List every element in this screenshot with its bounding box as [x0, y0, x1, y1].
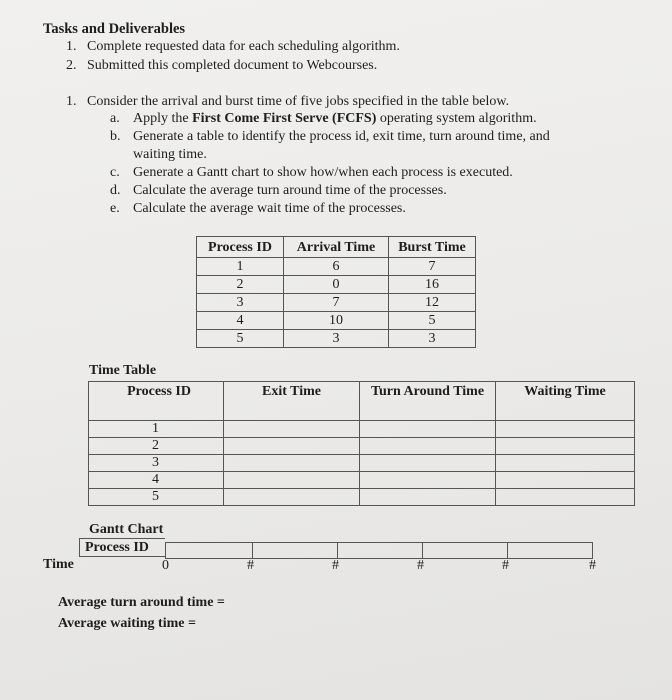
process-id-cell: 3 [89, 455, 224, 472]
gantt-process-id-label: Process ID [79, 538, 165, 557]
algorithm-name: First Come First Serve (FCFS) [192, 111, 377, 126]
subitem-b [110, 129, 550, 162]
gantt-divider [337, 543, 338, 558]
waiting-time-cell[interactable] [496, 438, 635, 455]
gantt-tick: # [247, 558, 254, 573]
table-row [197, 258, 476, 276]
table-row [89, 489, 635, 506]
gantt-tick: # [417, 558, 424, 573]
task-text: Complete requested data for each scheduling algorithm. [87, 39, 400, 54]
column-header: Process ID [197, 237, 284, 258]
subitem-c [110, 165, 513, 181]
jobs-table [196, 236, 476, 348]
table-row [89, 421, 635, 438]
burst-time-cell: 7 [389, 258, 476, 276]
time-table-label: Time Table [89, 363, 157, 378]
table-row [197, 330, 476, 348]
page-title: Tasks and Deliverables [43, 21, 186, 37]
process-id-cell: 2 [197, 276, 284, 294]
table-row [197, 294, 476, 312]
column-header: Turn Around Time [360, 382, 496, 421]
subitem-letter: b. [110, 129, 121, 144]
time-table [88, 381, 635, 506]
subitem-letter: d. [110, 183, 121, 198]
arrival-time-cell: 10 [284, 312, 389, 330]
arrival-time-cell: 3 [284, 330, 389, 348]
task-number: 2. [66, 58, 77, 73]
table-row [89, 438, 635, 455]
table-row [197, 276, 476, 294]
turnaround-time-cell[interactable] [360, 472, 496, 489]
gantt-divider [507, 543, 508, 558]
process-id-cell: 1 [89, 421, 224, 438]
turnaround-time-cell[interactable] [360, 489, 496, 506]
column-header: Process ID [89, 382, 224, 421]
arrival-time-cell: 0 [284, 276, 389, 294]
column-header: Arrival Time [284, 237, 389, 258]
subitem-text: Generate a Gantt chart to show how/when each process is executed. [133, 165, 513, 180]
burst-time-cell: 5 [389, 312, 476, 330]
average-turnaround-label: Average turn around time = [58, 595, 225, 610]
subitem-text: waiting time. [133, 147, 207, 162]
subitem-d [110, 183, 447, 199]
waiting-time-cell[interactable] [496, 455, 635, 472]
turnaround-time-cell[interactable] [360, 438, 496, 455]
subitem-a [110, 111, 537, 127]
task-item-1 [66, 39, 400, 55]
process-id-cell: 4 [197, 312, 284, 330]
process-id-cell: 5 [89, 489, 224, 506]
subitem-text: Apply the [133, 111, 193, 126]
task-number: 1. [66, 39, 77, 54]
average-waiting-label: Average waiting time = [58, 616, 196, 631]
subitem-text: operating system algorithm. [376, 111, 537, 126]
column-header: Waiting Time [496, 382, 635, 421]
process-id-cell: 4 [89, 472, 224, 489]
subitem-text: Calculate the average wait time of the processes. [133, 201, 406, 216]
burst-time-cell: 16 [389, 276, 476, 294]
exit-time-cell[interactable] [224, 489, 360, 506]
exit-time-cell[interactable] [224, 438, 360, 455]
subitem-e [110, 201, 406, 217]
turnaround-time-cell[interactable] [360, 421, 496, 438]
question-text: Consider the arrival and burst time of five jobs specified in the table below. [87, 94, 510, 109]
waiting-time-cell[interactable] [496, 472, 635, 489]
gantt-time-label: Time [43, 557, 74, 572]
gantt-bar[interactable] [165, 542, 593, 559]
process-id-cell: 3 [197, 294, 284, 312]
gantt-tick: # [502, 558, 509, 573]
gantt-tick: # [589, 558, 596, 573]
gantt-tick: # [332, 558, 339, 573]
subitem-letter: e. [110, 201, 120, 216]
subitem-text: Generate a table to identify the process id, exit time, turn around time, and [133, 129, 550, 144]
turnaround-time-cell[interactable] [360, 455, 496, 472]
arrival-time-cell: 6 [284, 258, 389, 276]
subitem-letter: a. [110, 111, 120, 126]
gantt-divider [252, 543, 253, 558]
waiting-time-cell[interactable] [496, 421, 635, 438]
waiting-time-cell[interactable] [496, 489, 635, 506]
burst-time-cell: 3 [389, 330, 476, 348]
exit-time-cell[interactable] [224, 455, 360, 472]
process-id-cell: 5 [197, 330, 284, 348]
process-id-cell: 1 [197, 258, 284, 276]
process-id-cell: 2 [89, 438, 224, 455]
gantt-tick: 0 [162, 558, 169, 573]
subitem-text: Calculate the average turn around time of the processes. [133, 183, 447, 198]
table-row [89, 455, 635, 472]
gantt-divider [422, 543, 423, 558]
burst-time-cell: 12 [389, 294, 476, 312]
task-item-2 [66, 58, 378, 74]
question-1 [66, 94, 510, 110]
question-number: 1. [66, 94, 77, 109]
column-header: Burst Time [389, 237, 476, 258]
table-row [197, 312, 476, 330]
subitem-letter: c. [110, 165, 120, 180]
table-row [89, 472, 635, 489]
exit-time-cell[interactable] [224, 472, 360, 489]
task-text: Submitted this completed document to Webcourses. [87, 58, 378, 73]
arrival-time-cell: 7 [284, 294, 389, 312]
exit-time-cell[interactable] [224, 421, 360, 438]
column-header: Exit Time [224, 382, 360, 421]
gantt-chart-label: Gantt Chart [89, 522, 164, 537]
